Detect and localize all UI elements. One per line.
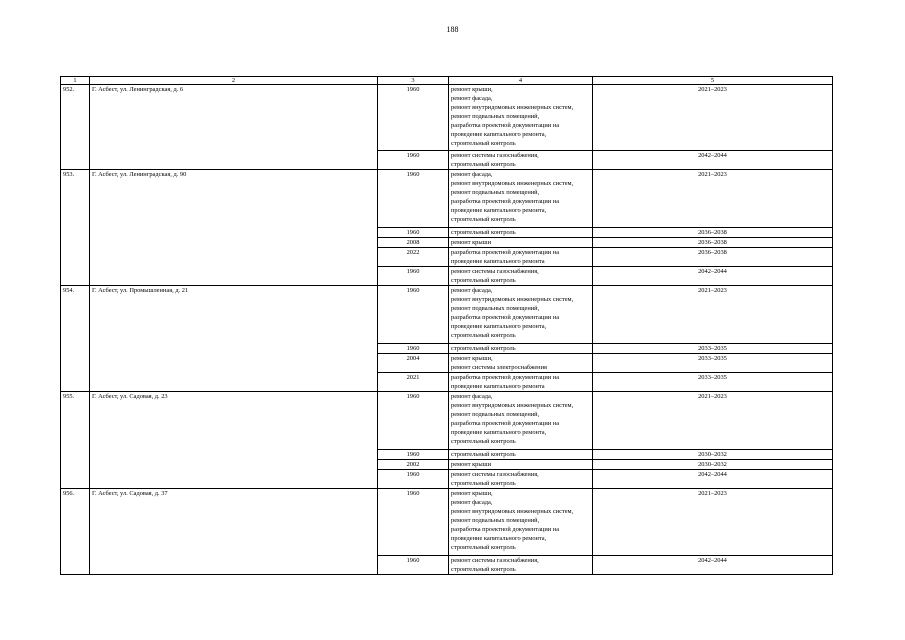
row-year: 2008 [378,238,449,248]
entry-number: 953. [61,170,90,286]
header-col-3: 3 [378,77,449,85]
row-year: 1960 [378,286,449,344]
entry-address: Г. Асбест, ул. Ленинградская, д. 90 [90,170,378,286]
row-period: 2042–2044 [593,470,833,489]
table-row [61,85,833,151]
row-works: строительный контроль [449,344,593,354]
header-col-1: 1 [61,77,90,85]
row-works: ремонт системы газоснабжения, строительный контроль [449,556,593,575]
row-period: 2030–2032 [593,450,833,460]
row-period: 2021–2023 [593,392,833,450]
row-year: 1960 [378,450,449,460]
row-period: 2036–2038 [593,238,833,248]
header-col-4: 4 [449,77,593,85]
row-year: 2021 [378,373,449,392]
row-works: разработка проектной документации на проведение капитального ремонта [449,248,593,267]
table-row [61,286,833,344]
row-period: 2021–2023 [593,286,833,344]
table-row [61,489,833,556]
entry-number: 954. [61,286,90,392]
row-year: 2022 [378,248,449,267]
row-works: ремонт крыши, ремонт фасада, ремонт внутридомовых инженерных систем, ремонт подвальных помещений, разработка проектной документации на проведение капитального ремонта, строительный контроль [449,85,593,151]
row-works: ремонт крыши, ремонт фасада, ремонт внутридомовых инженерных систем, ремонт подвальных помещений, разработка проектной документации на проведение капитального ремонта, строительный контроль [449,489,593,556]
row-period: 2033–2035 [593,344,833,354]
row-period: 2042–2044 [593,267,833,286]
row-works: строительный контроль [449,450,593,460]
row-year: 1960 [378,470,449,489]
row-works: строительный контроль [449,228,593,238]
row-period: 2021–2023 [593,170,833,228]
row-works: ремонт системы газоснабжения, строительный контроль [449,267,593,286]
table-row [61,170,833,228]
row-period: 2030–2032 [593,460,833,470]
row-year: 1960 [378,344,449,354]
row-year: 1960 [378,489,449,556]
entry-address: Г. Асбест, ул. Садовая, д. 37 [90,489,378,575]
row-works: ремонт фасада, ремонт внутридомовых инженерных систем, ремонт подвальных помещений, разработка проектной документации на проведение капитального ремонта, строительный контроль [449,392,593,450]
entry-number: 952. [61,85,90,170]
row-year: 1960 [378,392,449,450]
row-works: ремонт системы газоснабжения, строительный контроль [449,151,593,170]
row-year: 1960 [378,151,449,170]
row-period: 2042–2044 [593,151,833,170]
row-period: 2021–2023 [593,489,833,556]
entry-address: Г. Асбест, ул. Промышленная, д. 21 [90,286,378,392]
row-year: 1960 [378,170,449,228]
row-period: 2036–2038 [593,248,833,267]
page-number: 188 [446,25,459,34]
entry-number: 955. [61,392,90,489]
row-period: 2042–2044 [593,556,833,575]
entry-address: Г. Асбест, ул. Садовая, д. 23 [90,392,378,489]
entry-address: Г. Асбест, ул. Ленинградская, д. 6 [90,85,378,170]
capital-repair-table [60,76,833,575]
row-works: ремонт фасада, ремонт внутридомовых инженерных систем, ремонт подвальных помещений, разработка проектной документации на проведение капитального ремонта, строительный контроль [449,286,593,344]
row-year: 1960 [378,267,449,286]
row-year: 1960 [378,85,449,151]
row-works: ремонт крыши [449,238,593,248]
header-col-5: 5 [593,77,833,85]
row-period: 2033–2035 [593,354,833,373]
row-period: 2033–2035 [593,373,833,392]
row-works: ремонт крыши [449,460,593,470]
row-year: 2004 [378,354,449,373]
row-works: ремонт крыши, ремонт системы электроснабжения [449,354,593,373]
row-year: 1960 [378,556,449,575]
row-period: 2021–2023 [593,85,833,151]
row-works: разработка проектной документации на проведение капитального ремонта [449,373,593,392]
row-year: 1960 [378,228,449,238]
row-works: ремонт системы газоснабжения, строительный контроль [449,470,593,489]
entry-number: 956. [61,489,90,575]
row-works: ремонт фасада, ремонт внутридомовых инженерных систем, ремонт подвальных помещений, разработка проектной документации на проведение капитального ремонта, строительный контроль [449,170,593,228]
header-col-2: 2 [90,77,378,85]
row-year: 2002 [378,460,449,470]
table-row [61,392,833,450]
row-period: 2036–2038 [593,228,833,238]
table-header-row [61,77,833,85]
